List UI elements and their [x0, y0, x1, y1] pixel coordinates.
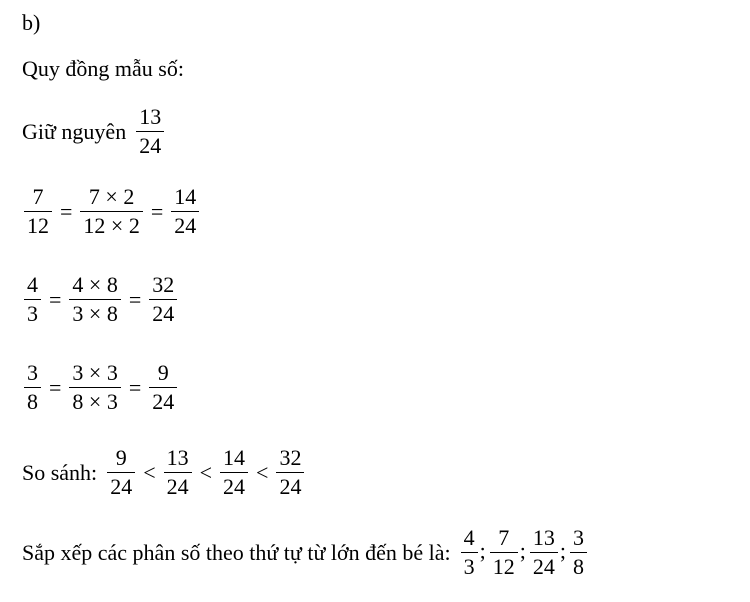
- equals-sign: =: [60, 198, 73, 224]
- fraction: [490, 524, 518, 581]
- fraction-denominator: 24: [110, 474, 133, 500]
- equals-sign: =: [49, 374, 62, 400]
- compare-line: [22, 444, 306, 501]
- fraction: [24, 271, 41, 328]
- fraction: [530, 524, 558, 581]
- fraction: [69, 359, 120, 416]
- fraction: [171, 183, 199, 240]
- heading-text: Quy đồng mẫu số:: [22, 56, 184, 81]
- equals-sign: =: [150, 198, 164, 224]
- fraction-denominator: 3: [463, 554, 475, 580]
- fraction: [80, 183, 142, 240]
- fraction-denominator: 24: [139, 133, 162, 159]
- fraction-denominator: 3 × 8: [72, 301, 118, 327]
- fraction: [149, 271, 177, 328]
- fraction-numerator: 7 × 2: [88, 184, 135, 209]
- fraction-denominator: 12: [492, 554, 515, 580]
- fraction-denominator: 24: [223, 474, 246, 500]
- fraction-numerator: 3: [573, 525, 585, 550]
- fraction: [461, 524, 478, 581]
- fraction-numerator: 4: [463, 525, 475, 550]
- equals-sign: =: [128, 286, 142, 312]
- keep-text: Giữ nguyên: [22, 118, 127, 144]
- fraction: [164, 444, 192, 501]
- fraction-denominator: 24: [166, 474, 189, 500]
- fraction-denominator: 8: [27, 389, 38, 415]
- fraction-numerator: 32: [152, 272, 175, 297]
- equation-3-8: [22, 359, 179, 416]
- less-than-sign: <: [199, 459, 213, 485]
- fraction-numerator: 32: [279, 445, 302, 470]
- fraction-denominator: 24: [532, 554, 555, 580]
- fraction-denominator: 24: [152, 389, 175, 415]
- less-than-sign: <: [256, 459, 269, 485]
- fraction-denominator: 12: [27, 213, 49, 239]
- equation-4-3: [22, 271, 179, 328]
- fraction-denominator: 24: [174, 213, 197, 239]
- fraction-numerator: 4: [27, 272, 38, 297]
- less-than-sign: <: [143, 459, 156, 485]
- fraction-numerator: 13: [139, 104, 162, 129]
- fraction: [69, 271, 120, 328]
- fraction-denominator: 24: [279, 474, 302, 500]
- fraction-numerator: 9: [157, 360, 169, 385]
- fraction: [220, 444, 248, 501]
- equals-sign: =: [128, 374, 142, 400]
- compare-label: So sánh:: [22, 459, 98, 485]
- fraction-denominator: 3: [27, 301, 38, 327]
- fraction-numerator: 14: [223, 445, 246, 470]
- fraction-numerator: 14: [174, 184, 197, 209]
- fraction-numerator: 4 × 8: [72, 272, 118, 297]
- separator: ;: [519, 537, 526, 563]
- part-label-text: b): [22, 10, 41, 35]
- fraction-denominator: 8 × 3: [72, 389, 118, 415]
- fraction-numerator: 3: [27, 360, 38, 385]
- fraction: [107, 444, 135, 501]
- fraction: [24, 183, 52, 240]
- fraction: [276, 444, 304, 501]
- part-label: [22, 10, 40, 36]
- separator: ;: [559, 537, 567, 563]
- fraction-numerator: 7: [32, 184, 44, 209]
- equation-7-12: [22, 183, 201, 240]
- fraction-numerator: 13: [532, 525, 555, 550]
- fraction-denominator: 12 × 2: [83, 213, 140, 239]
- order-label: Sắp xếp các phân số theo thứ tự từ lớn đến bé là:: [22, 539, 451, 565]
- fraction-numerator: 13: [166, 445, 189, 470]
- fraction-numerator: 9: [115, 445, 127, 470]
- keep-fraction: [136, 103, 164, 160]
- equals-sign: =: [49, 286, 62, 312]
- keep-line: [22, 103, 166, 160]
- fraction: [24, 359, 41, 416]
- separator: ;: [479, 537, 486, 563]
- fraction: [570, 524, 587, 581]
- heading: [22, 56, 184, 82]
- order-line: [22, 524, 589, 581]
- fraction-numerator: 3 × 3: [72, 360, 118, 385]
- fraction-denominator: 8: [573, 554, 585, 580]
- fraction-denominator: 24: [152, 301, 175, 327]
- fraction-numerator: 7: [498, 525, 510, 550]
- fraction: [149, 359, 177, 416]
